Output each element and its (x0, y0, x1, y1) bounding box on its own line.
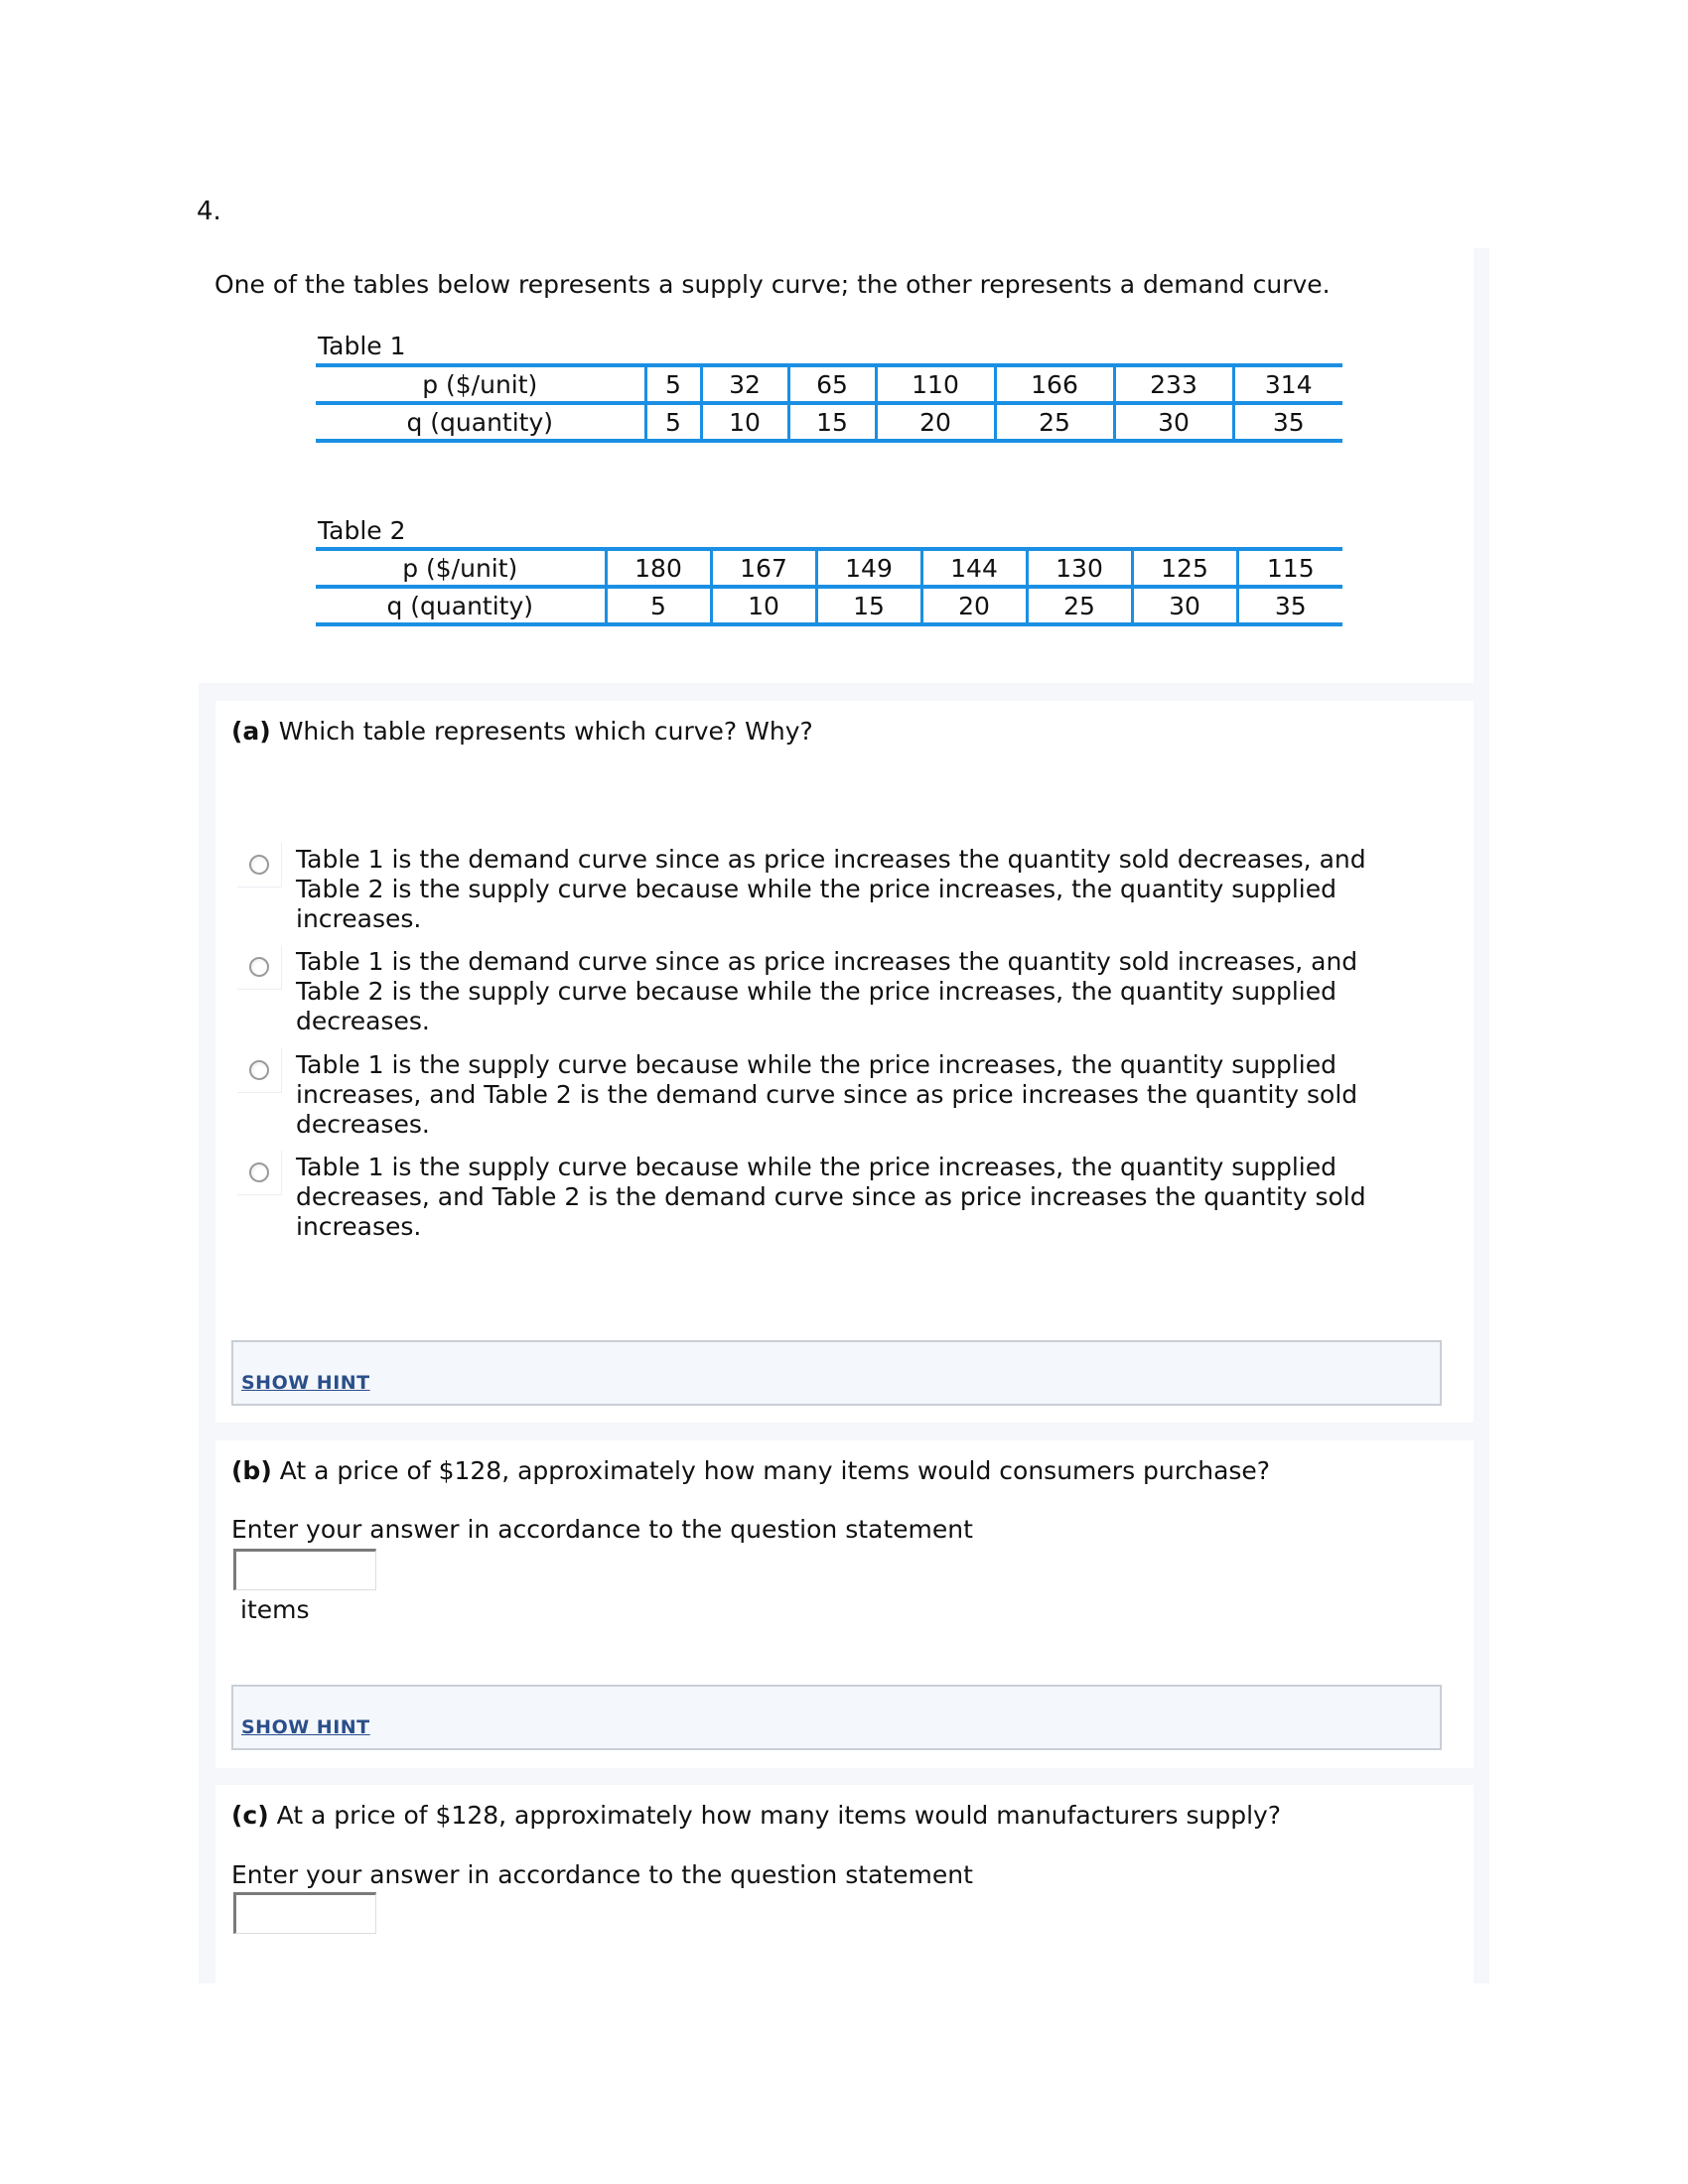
option-text[interactable]: Table 1 is the supply curve because while the price increases, the quantity supplied decreases, and Table 2 is the demand curve since as price increases the quantity sold increases. (296, 1153, 1366, 1241)
unit-label: items (240, 1595, 310, 1624)
row-header: p ($/unit) (316, 365, 645, 403)
answer-input[interactable] (233, 1549, 376, 1590)
part-a-question (231, 717, 813, 746)
part-c-panel (215, 1785, 1474, 1983)
cell: 125 (1132, 549, 1237, 587)
cell: 180 (606, 549, 711, 587)
row-header: q (quantity) (316, 587, 606, 624)
cell: 5 (606, 587, 711, 624)
table-2-price-row (316, 549, 1342, 587)
row-header: p ($/unit) (316, 549, 606, 587)
part-a-label: (a) (231, 717, 271, 746)
option-text[interactable]: Table 1 is the supply curve because while the price increases, the quantity supplied increases, and Table 2 is the demand curve since as price increases the quantity sold decreases. (296, 1050, 1358, 1139)
question-number: 4. (197, 197, 221, 226)
option-text[interactable]: Table 1 is the demand curve since as price increases the quantity sold decreases, and Table 2 is the supply curve because while the price increases, the quantity supplied increases. (296, 845, 1366, 933)
cell: 25 (1027, 587, 1132, 624)
part-a-text: Which table represents which curve? Why? (278, 717, 813, 746)
cell: 314 (1233, 365, 1342, 403)
hint-box (231, 1685, 1442, 1750)
answer-instruction: Enter your answer in accordance to the question statement (231, 1860, 973, 1889)
row-header: q (quantity) (316, 403, 645, 441)
cell: 115 (1237, 549, 1342, 587)
show-hint-link[interactable]: SHOW HINT (241, 1716, 370, 1738)
part-c-label: (c) (231, 1801, 269, 1830)
table-1-quantity-row (316, 403, 1342, 441)
cell: 30 (1114, 403, 1233, 441)
answer-input[interactable] (233, 1892, 376, 1934)
cell: 15 (816, 587, 921, 624)
table-2-quantity-row (316, 587, 1342, 624)
cell: 130 (1027, 549, 1132, 587)
radio-button[interactable] (249, 855, 269, 875)
cell: 233 (1114, 365, 1233, 403)
table-1 (316, 363, 1342, 443)
cell: 20 (921, 587, 1027, 624)
part-b-label: (b) (231, 1456, 272, 1485)
option-2[interactable] (237, 947, 1429, 1036)
option-text[interactable]: Table 1 is the demand curve since as price increases the quantity sold increases, and Table 2 is the supply curve because while the price increases, the quantity supplied decreases. (296, 947, 1358, 1035)
cell: 149 (816, 549, 921, 587)
cell: 25 (995, 403, 1114, 441)
table-1-price-row (316, 365, 1342, 403)
cell: 5 (645, 365, 701, 403)
radio-button[interactable] (249, 957, 269, 977)
part-a-panel (215, 701, 1474, 1423)
answer-instruction: Enter your answer in accordance to the question statement (231, 1515, 973, 1544)
table-2-label: Table 2 (318, 516, 406, 545)
cell: 30 (1132, 587, 1237, 624)
option-1[interactable] (237, 845, 1429, 934)
table-1-label: Table 1 (318, 332, 406, 360)
cell: 15 (788, 403, 876, 441)
part-b-question (231, 1456, 1270, 1485)
cell: 167 (711, 549, 816, 587)
radio-button[interactable] (249, 1162, 269, 1182)
part-b-panel (215, 1440, 1474, 1768)
hint-box (231, 1340, 1442, 1406)
part-c-question (231, 1801, 1281, 1830)
cell: 65 (788, 365, 876, 403)
cell: 20 (876, 403, 995, 441)
show-hint-link[interactable]: SHOW HINT (241, 1372, 370, 1394)
table-2 (316, 547, 1342, 626)
cell: 35 (1237, 587, 1342, 624)
option-4[interactable] (237, 1153, 1429, 1242)
cell: 10 (711, 587, 816, 624)
part-b-text: At a price of $128, approximately how many items would consumers purchase? (279, 1456, 1271, 1485)
cell: 166 (995, 365, 1114, 403)
intro-panel (199, 248, 1474, 683)
radio-button[interactable] (249, 1060, 269, 1080)
cell: 5 (645, 403, 701, 441)
cell: 110 (876, 365, 995, 403)
part-c-text: At a price of $128, approximately how many items would manufacturers supply? (276, 1801, 1282, 1830)
cell: 144 (921, 549, 1027, 587)
cell: 32 (701, 365, 788, 403)
option-3[interactable] (237, 1050, 1429, 1140)
intro-text: One of the tables below represents a supply curve; the other represents a demand curve. (214, 270, 1331, 299)
cell: 35 (1233, 403, 1342, 441)
cell: 10 (701, 403, 788, 441)
